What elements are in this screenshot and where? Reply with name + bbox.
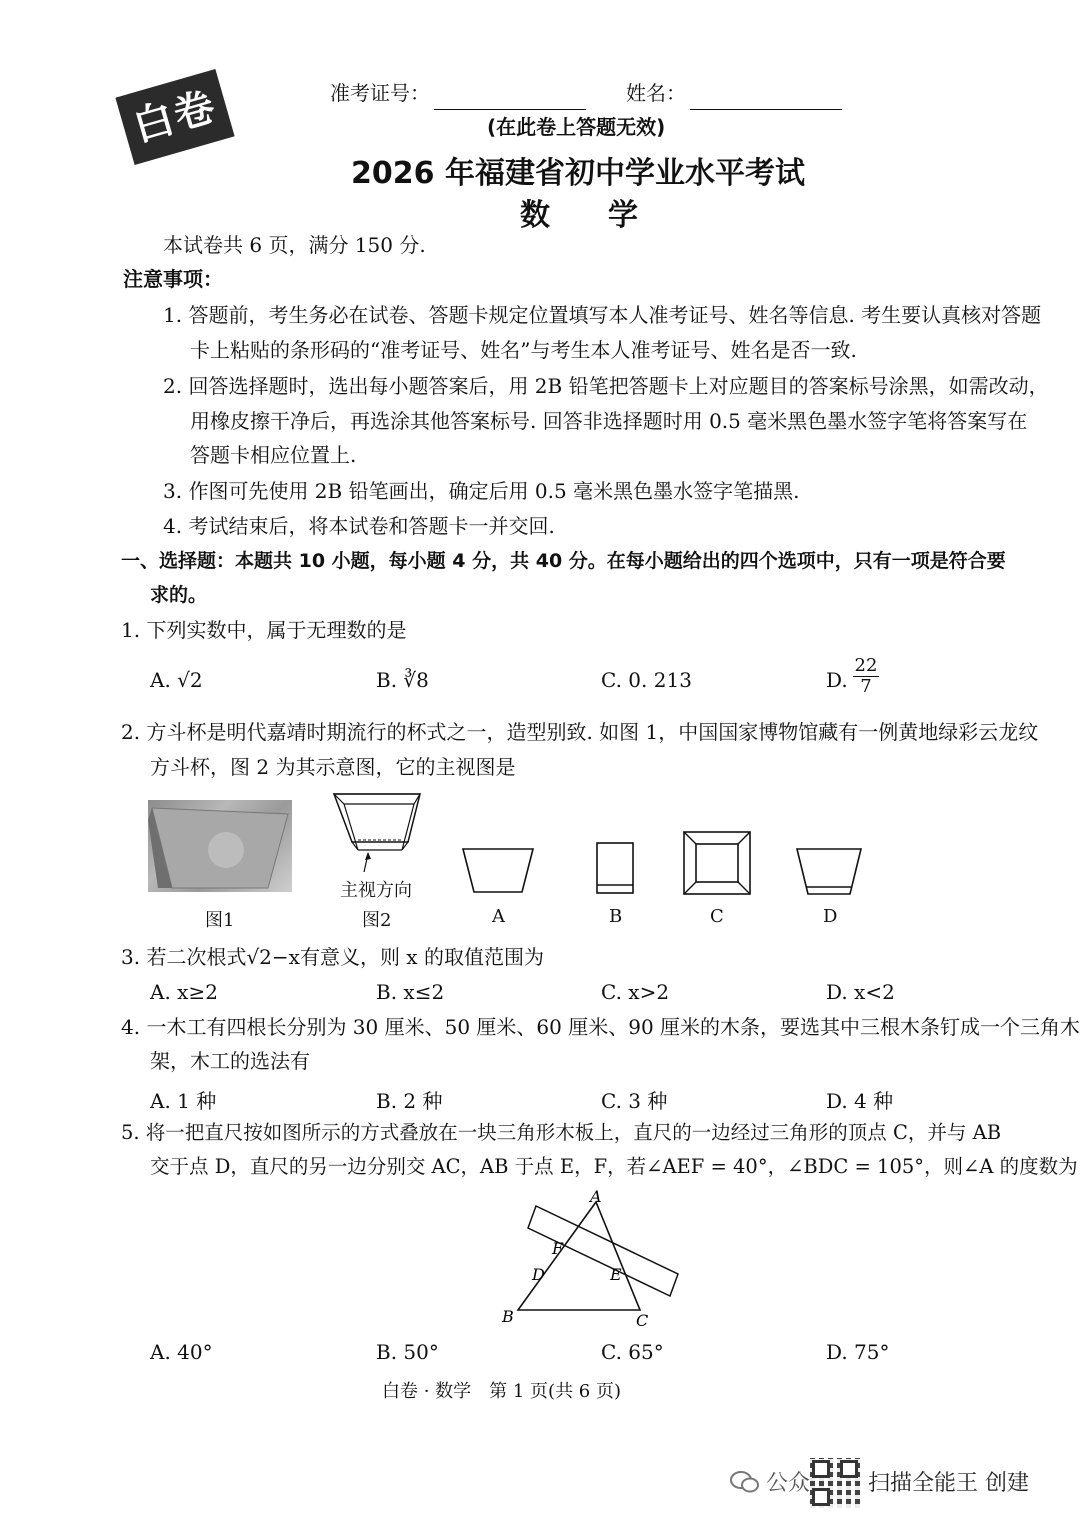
question-4-stem-cont: 架，木工的选法有 — [150, 1049, 310, 1073]
point-e-label: E — [610, 1265, 622, 1284]
question-2-stem: 2. 方斗杯是明代嘉靖时期流行的杯式之一，造型别致. 如图 1，中国国家博物馆藏有一例黄地绿彩云龙纹 — [121, 720, 1039, 744]
notice-item: 用橡皮擦干净后，再选涂其他答案标号. 回答非选择题时用 0.5 毫米黑色墨水签字笔将答案写在 — [190, 409, 1028, 433]
figure-1-label: 图1 — [205, 910, 235, 931]
q5-option-b: B. 50° — [376, 1340, 439, 1364]
q1-option-c: C. 0. 213 — [601, 668, 692, 692]
figure-2-label: 图2 — [362, 910, 392, 931]
exam-title: 2026 年福建省初中学业水平考试 — [351, 156, 805, 191]
wechat-icon — [730, 1470, 760, 1494]
q4-option-d: D. 4 种 — [826, 1089, 894, 1113]
q2-option-a: A — [492, 906, 505, 927]
notice-item: 4. 考试结束后，将本试卷和答题卡一并交回. — [163, 514, 555, 538]
name-field — [626, 76, 842, 110]
question-5-stem: 5. 将一把直尺按如图所示的方式叠放在一块三角形木板上，直尺的一边经过三角形的顶点 C，并与 AB — [121, 1121, 1002, 1144]
q2-option-d: D — [823, 906, 838, 927]
watermark-account: 公众 — [766, 1471, 811, 1496]
paper-stamp: 白卷 — [115, 69, 234, 165]
q3-option-d: D. x<2 — [826, 980, 895, 1004]
q2-option-c-shape — [682, 830, 752, 896]
question-2-stem-cont: 方斗杯，图 2 为其示意图，它的主视图是 — [150, 755, 516, 779]
section-heading-cont: 求的。 — [150, 584, 208, 606]
q5-option-c: C. 65° — [601, 1340, 664, 1364]
question-5-stem-cont: 交于点 D，直尺的另一边分别交 AC，AB 于点 E，F，若∠AEF = 40°，∠BDC = 105°，则∠A 的度数为 — [150, 1155, 1078, 1178]
notice-item: 答题卡相应位置上. — [190, 443, 357, 467]
exam-no-label: 准考证号： — [330, 81, 430, 105]
q3-option-c: C. x>2 — [601, 980, 670, 1004]
q4-option-c: C. 3 种 — [601, 1089, 668, 1113]
q1-option-b: B. ∛8 — [376, 668, 429, 692]
triangle-ruler-figure — [498, 1186, 684, 1332]
qr-code-icon — [810, 1458, 860, 1508]
question-1-stem: 1. 下列实数中，属于无理数的是 — [121, 618, 407, 642]
invalid-note: (在此卷上答题无效) — [487, 115, 666, 139]
q5-option-d: D. 75° — [826, 1340, 890, 1364]
notice-item: 2. 回答选择题时，选出每小题答案后，用 2B 铅笔把答题卡上对应题目的答案标号涂黑，如需改动， — [163, 374, 1049, 398]
q5-option-a: A. 40° — [150, 1340, 213, 1364]
cup-photo-image — [148, 800, 292, 892]
exam-info: 本试卷共 6 页，满分 150 分. — [163, 233, 426, 257]
notice-heading: 注意事项： — [123, 267, 223, 291]
question-4-stem: 4. 一木工有四根长分别为 30 厘米、50 厘米、60 厘米、90 厘米的木条，要选其中三根木条钉成一个三角木 — [121, 1015, 1080, 1039]
fraction-denominator: 7 — [853, 676, 879, 697]
q1-fraction — [853, 656, 879, 697]
q2-option-b: B — [609, 906, 623, 927]
q1-option-a: A. √2 — [150, 668, 203, 692]
point-c-label: C — [636, 1311, 649, 1330]
q3-option-b: B. x≤2 — [376, 980, 445, 1004]
q3-option-a: A. x≥2 — [150, 980, 218, 1004]
watermark-scanner-text: 扫描全能王 创建 — [868, 1471, 1029, 1496]
fraction-numerator: 22 — [854, 655, 878, 676]
q1-option-d-prefix: D. — [826, 668, 848, 692]
point-f-label: F — [552, 1239, 564, 1258]
subject-title: 数学 — [520, 198, 696, 233]
cup-photo — [148, 800, 292, 892]
q1-option-d — [826, 668, 848, 692]
name-label: 姓名： — [626, 81, 686, 105]
cup-sketch — [328, 792, 424, 874]
q4-option-b: B. 2 种 — [376, 1089, 443, 1113]
page-footer: 白卷 · 数学 第 1 页(共 6 页) — [382, 1381, 622, 1402]
point-d-label: D — [532, 1265, 545, 1284]
exam-no-field — [330, 76, 586, 110]
notice-item: 1. 答题前，考生务必在试卷、答题卡规定位置填写本人准考证号、姓名等信息. 考生要认真核对答题 — [163, 303, 1042, 327]
question-3-stem: 3. 若二次根式√2−x有意义，则 x 的取值范围为 — [121, 945, 544, 969]
point-a-label: A — [590, 1187, 602, 1206]
q2-option-b-shape — [594, 840, 638, 896]
view-direction-label: 主视方向 — [340, 880, 412, 901]
q4-option-a: A. 1 种 — [150, 1089, 217, 1113]
q2-option-c: C — [710, 906, 724, 927]
point-b-label: B — [502, 1307, 514, 1326]
section-heading: 一、选择题：本题共 10 小题，每小题 4 分，共 40 分。在每小题给出的四个选项中，只有一项是符合要 — [121, 550, 1006, 572]
q2-option-d-shape — [794, 846, 864, 898]
notice-item: 3. 作图可先使用 2B 铅笔画出，确定后用 0.5 毫米黑色墨水签字笔描黑. — [163, 479, 800, 503]
q2-option-a-shape — [460, 846, 536, 896]
notice-item: 卡上粘贴的条形码的“准考证号、姓名”与考生本人准考证号、姓名是否一致. — [190, 338, 857, 362]
